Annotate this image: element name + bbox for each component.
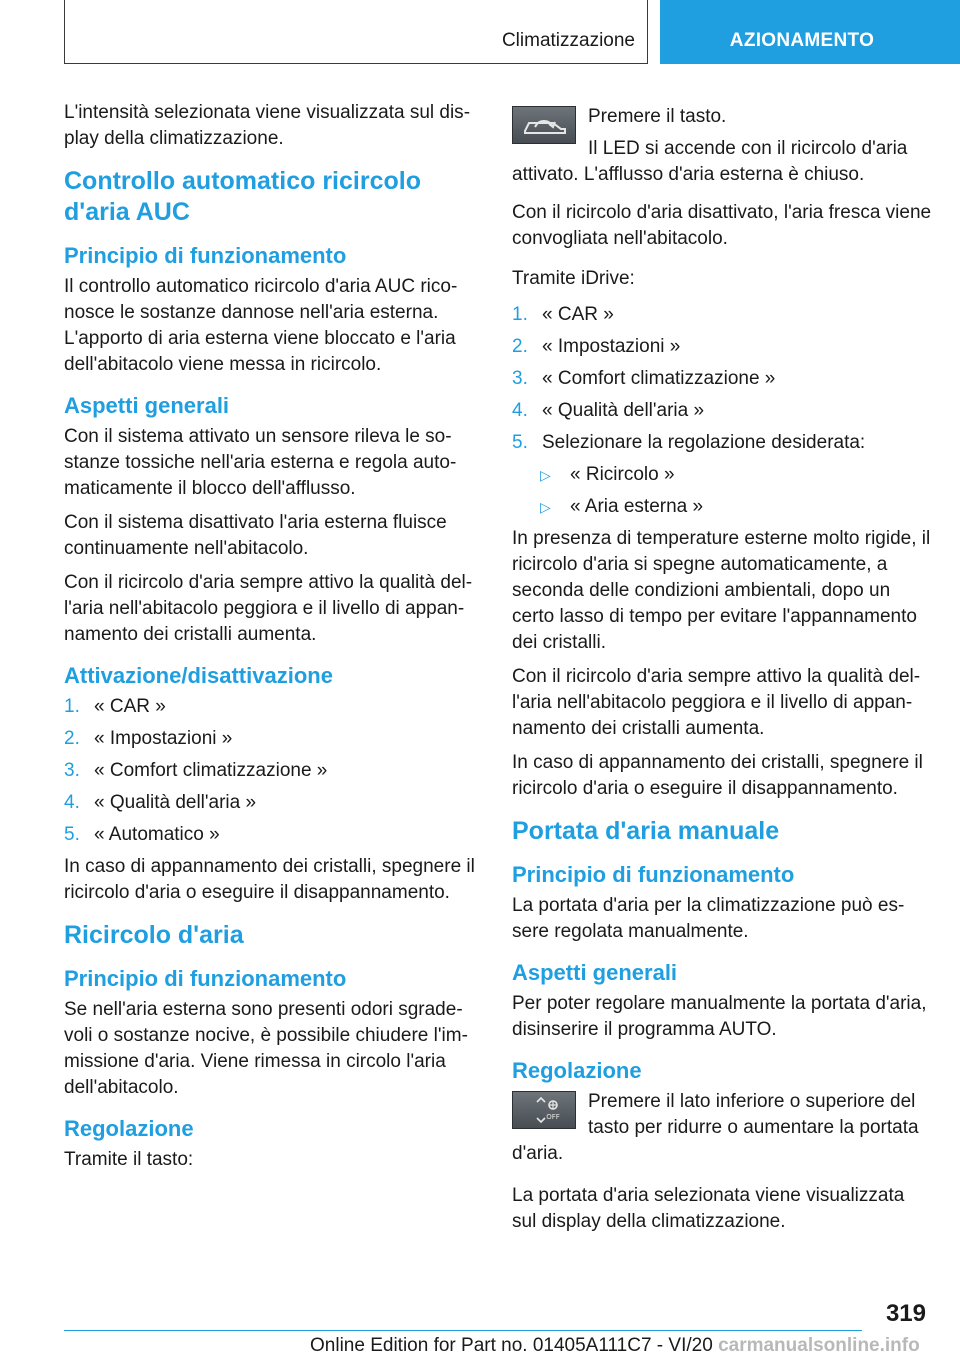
fog-text: In caso di appannamento dei cristalli, spegnere il ricircolo d'aria o eseguire il disappannamento. (512, 752, 923, 799)
intro-text: L'intensità selezionata viene visualizzata sul display della climatizzazione. (64, 102, 471, 149)
list-item (64, 758, 480, 784)
step-text: « CAR » (94, 696, 166, 717)
step-text: « Comfort climatizzazione » (94, 760, 328, 781)
triangle-bullet-icon: ▷ (540, 467, 551, 483)
recirc-heading: Ricircolo d'aria (64, 921, 244, 949)
list-item (512, 366, 932, 392)
fan-key-block (512, 1089, 932, 1173)
step-text: « Qualità dell'aria » (542, 400, 705, 421)
option-text: « Ricircolo » (570, 464, 675, 485)
step-text: « CAR » (542, 304, 614, 325)
header-title-box (64, 0, 648, 64)
recirc-reg-heading: Regolazione (64, 1116, 194, 1141)
page-number: 319 (885, 1300, 926, 1327)
step-number: 4. (512, 400, 528, 421)
list-item (512, 302, 932, 328)
quality-text: Con il ricircolo d'aria sempre attivo la qualità dell'aria nell'abitacolo peggiora e il livello di appannamento dei cristalli aumenta. (512, 666, 921, 739)
step-number: 1. (64, 696, 80, 717)
fan-key-icon (512, 1091, 576, 1129)
right-column (512, 104, 932, 1243)
activation-note: In caso di appannamento dei cristalli, spegnere il ricircolo d'aria o eseguire il disappannamento. (64, 856, 475, 903)
manual-heading: Portata d'aria manuale (512, 817, 780, 845)
fan-key-label: OFF (546, 1113, 560, 1121)
header-section-tab (660, 0, 960, 64)
step-number: 3. (64, 760, 80, 781)
recirc-key-block (512, 104, 932, 194)
manual-general-heading: Aspetti generali (512, 960, 678, 985)
step-text: « Impostazioni » (94, 728, 233, 749)
recirc-reg-text: Tramite il tasto: (64, 1149, 194, 1170)
step-number: 4. (64, 792, 80, 813)
step-number: 5. (64, 824, 80, 845)
off-text: Con il ricircolo d'aria disattivato, l'aria fresca viene convogliata nell'abitacolo. (512, 202, 932, 249)
triangle-bullet-icon: ▷ (540, 499, 551, 515)
step-number: 1. (512, 304, 528, 325)
list-item (64, 790, 480, 816)
key-p2: Il LED si accende con il ricircolo d'aria attivato. L'afflusso d'aria esterna è chiuso. (512, 138, 908, 185)
manual-reg-heading: Regolazione (512, 1058, 642, 1083)
recirc-principle-text: Se nell'aria esterna sono presenti odori sgradevoli o sostanze nocive, è possibile chiudere l'immissione d'aria. Viene rimessa in circolo l'aria dell'abitacolo. (64, 999, 468, 1098)
manual-final-text: La portata d'aria selezionata viene visualizzata sul display della climatizzazione. (512, 1185, 905, 1232)
auc-general-p3: Con il ricircolo d'aria sempre attivo la qualità dell'aria nell'abitacolo peggiora e il livello di appannamento dei cristalli aumenta. (64, 572, 473, 645)
step-text: « Impostazioni » (542, 336, 681, 357)
cold-text: In presenza di temperature esterne molto rigide, il ricircolo d'aria si spegne automaticamente, a seconda delle condizioni ambientali, dopo un certo lasso di tempo per evitare l'appannamento dei cristalli. (512, 528, 931, 653)
step-text: « Automatico » (94, 824, 220, 845)
list-item (64, 822, 480, 848)
option-text: « Aria esterna » (570, 496, 704, 517)
step-number: 2. (512, 336, 528, 357)
list-item (64, 726, 480, 752)
activation-steps (64, 694, 480, 848)
header-title: Climatizzazione (501, 30, 635, 51)
auc-general-p1: Con il sistema attivato un sensore rileva le sostanze tossiche nell'aria esterna e regola automaticamente il blocco dell'afflusso. (64, 426, 457, 499)
edition-text: Online Edition for Part no. 01405A111C7 - VI/20 (310, 1335, 713, 1356)
manual-general-text: Per poter regolare manualmente la portata d'aria, disinserire il programma AUTO. (512, 993, 927, 1040)
activation-heading: Attivazione/disattivazione (64, 663, 333, 688)
list-item (512, 398, 932, 424)
left-column (64, 100, 480, 1181)
step-number: 5. (512, 432, 528, 453)
step-text: « Comfort climatizzazione » (542, 368, 776, 389)
step-number: 2. (64, 728, 80, 749)
list-item (540, 494, 932, 520)
footer-edition (310, 1335, 920, 1357)
list-item (512, 430, 932, 456)
step-number: 3. (512, 368, 528, 389)
header-section: AZIONAMENTO (729, 30, 875, 51)
manual-reg-text: Premere il lato inferiore o superiore del tasto per ridurre o aumentare la portata d'aria. (512, 1091, 919, 1164)
options-list (540, 462, 932, 520)
step-text: Selezionare la regolazione desiderata: (542, 432, 866, 453)
auc-heading: Controllo automatico ricircolo d'aria AUC (64, 167, 421, 226)
recirc-key-icon (512, 106, 576, 144)
idrive-steps (512, 302, 932, 456)
idrive-label: Tramite iDrive: (512, 268, 635, 289)
list-item (540, 462, 932, 488)
list-item (64, 694, 480, 720)
footer-rule (64, 1330, 862, 1331)
watermark: carmanualsonline.info (718, 1335, 920, 1356)
recirc-principle-heading: Principio di funzionamento (64, 966, 347, 991)
auc-principle-text: Il controllo automatico ricircolo d'aria AUC riconosce le sostanze dannose nell'aria esterna. L'apporto di aria esterna viene bloccato e l'aria dell'abitacolo viene messa in ricircolo. (64, 276, 458, 375)
auc-general-p2: Con il sistema disattivato l'aria esterna fluisce continuamente nell'abitacolo. (64, 512, 447, 559)
key-p1: Premere il tasto. (588, 106, 727, 127)
manual-principle-heading: Principio di funzionamento (512, 862, 795, 887)
step-text: « Qualità dell'aria » (94, 792, 257, 813)
auc-general-heading: Aspetti generali (64, 393, 230, 418)
manual-principle-text: La portata d'aria per la climatizzazione può essere regolata manualmente. (512, 895, 905, 942)
list-item (512, 334, 932, 360)
auc-principle-heading: Principio di funzionamento (64, 243, 347, 268)
